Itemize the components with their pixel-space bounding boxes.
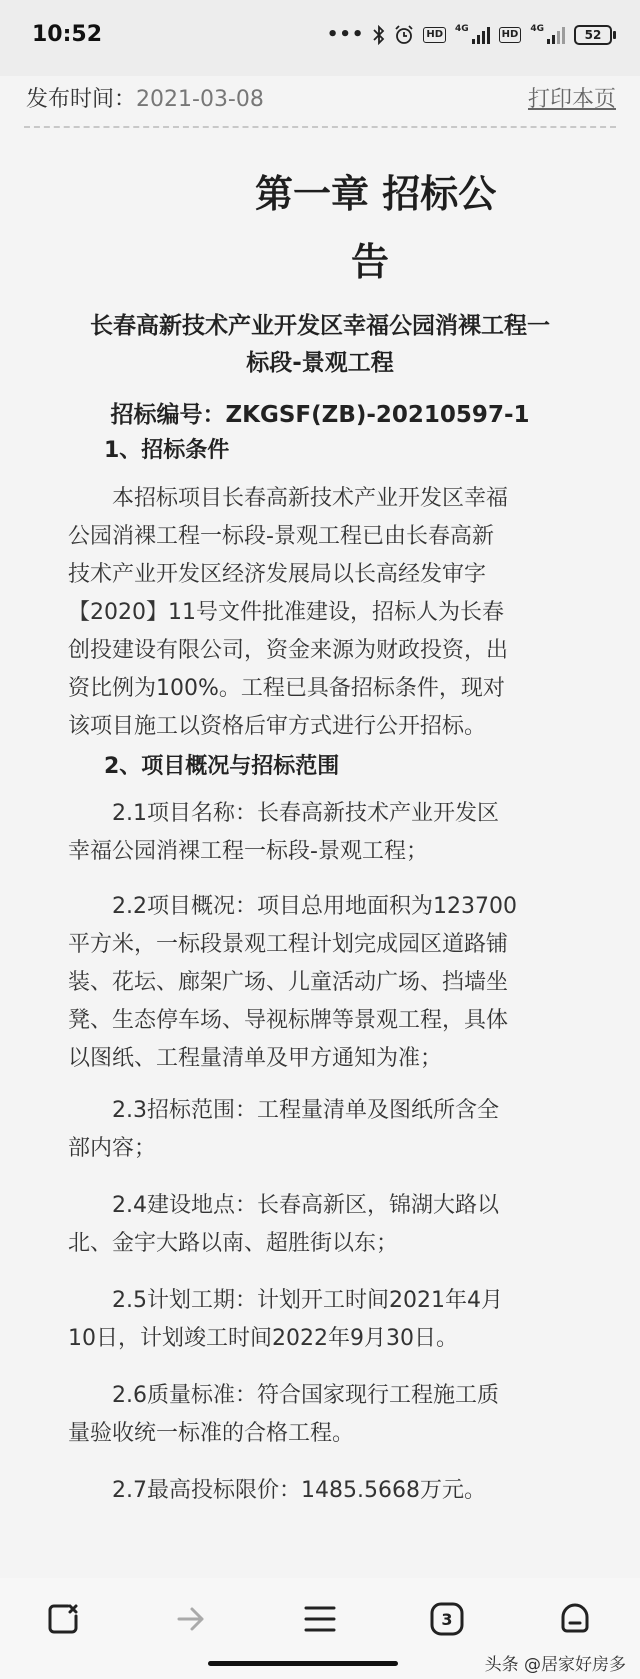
text-line: 幸福公园消裸工程一标段-景观工程；: [68, 839, 428, 864]
text-line: 资比例为100%。工程已具备招标条件，现对: [68, 676, 505, 701]
status-icons: [327, 24, 612, 45]
text-line: 部内容；: [68, 1136, 157, 1161]
status-bar: [0, 0, 640, 76]
dots-icon: •••: [326, 24, 365, 45]
text-line: 凳、生态停车场、导视标牌等景观工程，具体: [68, 1008, 509, 1033]
project-title: [40, 308, 600, 382]
hd-icon: HD: [499, 27, 522, 43]
text-line: 2.7最高投标限价：1485.5668万元。: [112, 1478, 486, 1503]
menu-button[interactable]: [297, 1596, 343, 1642]
item-project-overview: [68, 888, 540, 1078]
text-line: 2.3招标范围：工程量清单及图纸所含全: [112, 1098, 499, 1123]
section-heading: 2、项目概况与招标范围: [104, 754, 340, 779]
tender-code: 招标编号：ZKGSF(ZB)-20210597-1: [110, 402, 530, 428]
text-line: 公园消裸工程一标段-景观工程已由长春高新: [68, 524, 494, 549]
item-schedule: [68, 1282, 540, 1358]
menu-icon: [304, 1605, 336, 1633]
close-tab-icon: [46, 1602, 80, 1636]
text-line: 技术产业开发区经济发展局以长高经发审字: [68, 562, 487, 587]
publish-label: 发布时间：: [26, 87, 137, 112]
text-line: 平方米，一标段景观工程计划完成园区道路铺: [68, 932, 509, 957]
text-line: 2.6质量标准：符合国家现行工程施工质: [112, 1383, 499, 1408]
text-line: 装、花坛、廊架广场、儿童活动广场、挡墙坐: [68, 970, 509, 995]
title-line: 告: [351, 240, 390, 284]
text-line: 2.1项目名称：长春高新技术产业开发区: [112, 801, 499, 826]
battery-indicator: 52: [574, 25, 612, 45]
network-type: 4G: [530, 24, 544, 34]
signal-icon: [472, 26, 490, 44]
hd-icon: HD: [423, 27, 446, 43]
bluetooth-icon: [373, 25, 385, 45]
item-project-name: [68, 795, 540, 871]
text-line: 以图纸、工程量清单及甲方通知为准；: [68, 1046, 443, 1071]
text-line: 创投建设有限公司，资金来源为财政投资，出: [68, 638, 509, 663]
tabs-button[interactable]: [424, 1596, 470, 1642]
item-location: [68, 1187, 540, 1263]
forward-button[interactable]: [168, 1596, 214, 1642]
publish-info: [26, 82, 264, 113]
gesture-bar[interactable]: [208, 1661, 398, 1666]
tab-count: 3: [441, 1609, 453, 1629]
page-title: [255, 160, 535, 296]
forward-arrow-icon: [175, 1604, 207, 1634]
text-line: 2.5计划工期：计划开工时间2021年4月: [112, 1288, 503, 1313]
project-title-line: 标段-景观工程: [246, 350, 394, 376]
text-line: 本招标项目长春高新技术产业开发区幸福: [112, 486, 509, 511]
text-line: 该项目施工以资格后审方式进行公开招标。: [68, 714, 487, 739]
section-heading: 1、招标条件: [104, 438, 230, 463]
item-tender-scope: [68, 1092, 540, 1168]
watermark: 头条 @居家好房多: [484, 1655, 626, 1675]
project-title-line: 长春高新技术产业开发区幸福公园消裸工程一: [90, 313, 550, 339]
title-line: 第一章 招标公: [255, 172, 497, 216]
close-tab-button[interactable]: [40, 1596, 86, 1642]
text-line: 2.4建设地点：长春高新区，锦湖大路以: [112, 1193, 499, 1218]
paragraph-tender-conditions: [68, 480, 540, 746]
signal-icon: [547, 26, 565, 44]
clock: 10:52: [32, 22, 103, 47]
header-divider: [24, 126, 616, 128]
network-type: 4G: [455, 24, 469, 34]
text-line: 10日，计划竣工时间2022年9月30日。: [68, 1326, 458, 1351]
text-line: 量验收统一标准的合格工程。: [68, 1421, 355, 1446]
item-max-bid-price: [68, 1472, 540, 1510]
text-line: 北、金宇大路以南、超胜街以东；: [68, 1231, 399, 1256]
home-button[interactable]: [552, 1596, 598, 1642]
alarm-icon: [394, 25, 414, 45]
print-page-link[interactable]: 打印本页: [527, 87, 616, 112]
home-icon: [557, 1601, 593, 1637]
text-line: 2.2项目概况：项目总用地面积为123700: [112, 894, 517, 919]
publish-date: 2021-03-08: [136, 87, 264, 112]
text-line: 【2020】11号文件批准建设，招标人为长春: [68, 600, 504, 625]
item-quality-standard: [68, 1377, 540, 1453]
